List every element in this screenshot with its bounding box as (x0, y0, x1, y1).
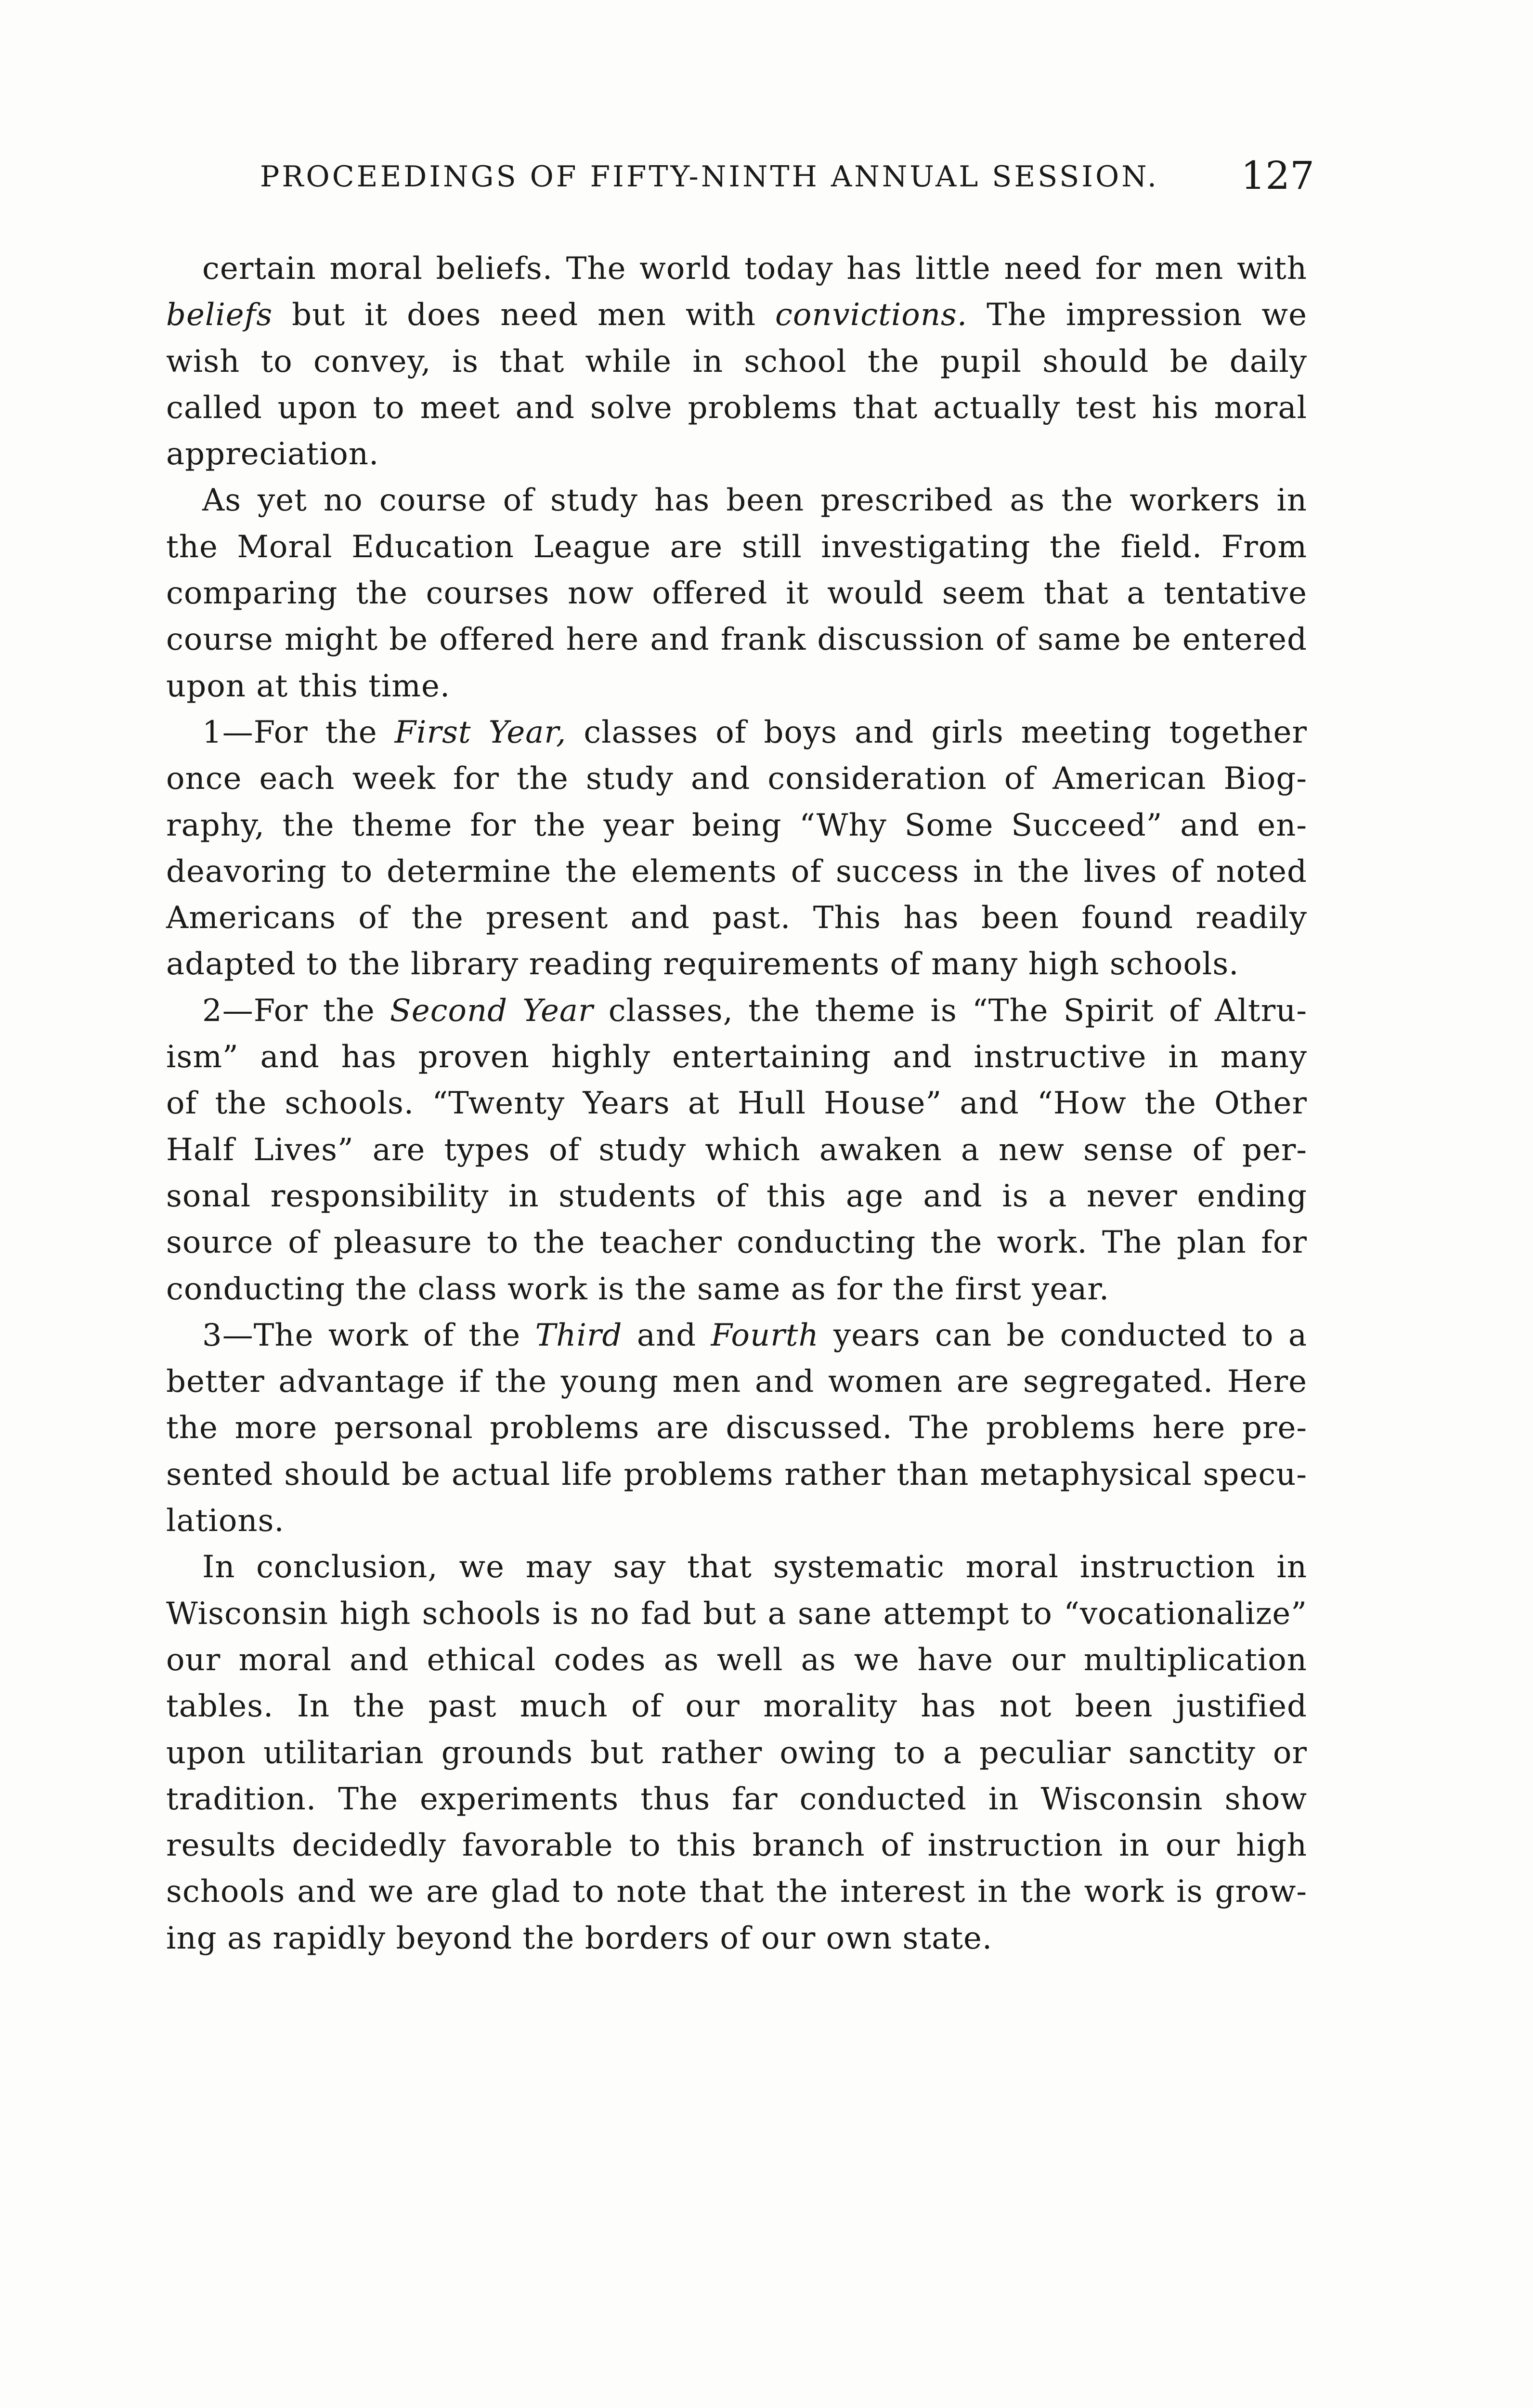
text-line (166, 988, 1307, 1034)
text-run: As yet no course of study has been prescribed as the workers in (202, 483, 1307, 519)
text-line (166, 1173, 1307, 1219)
text-line (166, 849, 1307, 895)
text-line (166, 1219, 1307, 1266)
text-line (166, 1915, 1307, 1962)
text-line (166, 756, 1307, 802)
text-line (166, 292, 1307, 338)
text-run: wish to convey, is that while in school the pupil should be daily (166, 343, 1307, 380)
paragraph (166, 709, 1307, 988)
text-line (166, 1312, 1307, 1359)
text-run: Wisconsin high schools is no fad but a sane attempt to “vocationalize” (166, 1596, 1307, 1632)
text-line (166, 941, 1307, 987)
text-run: sonal responsibility in students of this age and is a never ending (166, 1178, 1307, 1214)
text-run: adapted to the library reading requirements of many high schools. (166, 946, 1239, 982)
text-line (166, 1776, 1307, 1822)
text-run: lations. (166, 1503, 285, 1539)
text-line (166, 663, 1307, 709)
text-run: Americans of the present and past. This has been found readily (166, 900, 1307, 936)
text-line (166, 1730, 1307, 1776)
italic-text: First Year, (394, 714, 567, 750)
text-line (166, 339, 1307, 385)
text-run: certain moral beliefs. The world today has little need for men with (202, 251, 1307, 287)
text-line (166, 1869, 1307, 1915)
text-run: Half Lives” are types of study which awaken a new sense of per- (166, 1132, 1307, 1168)
text-run: called upon to meet and solve problems that actually test his moral (166, 390, 1307, 426)
running-title: PROCEEDINGS OF FIFTY-NINTH ANNUAL SESSION. (260, 160, 1159, 194)
text-run: 1—For the (202, 714, 395, 750)
text-line (166, 524, 1307, 570)
text-run: deavoring to determine the elements of success in the lives of noted (166, 853, 1307, 890)
text-run: sented should be actual life problems rather than metaphysical specu- (166, 1456, 1307, 1492)
text-run: classes of boys and girls meeting together (566, 714, 1308, 750)
text-line (166, 385, 1307, 431)
text-line (166, 1266, 1307, 1312)
text-line (166, 431, 1307, 477)
text-run: tradition. The experiments thus far conducted in Wisconsin show (166, 1781, 1307, 1817)
text-run: The impression we (967, 297, 1308, 333)
paragraph (166, 246, 1307, 477)
body-text (166, 246, 1307, 1962)
text-run: source of pleasure to the teacher conducting the work. The plan for (166, 1225, 1307, 1261)
text-run: once each week for the study and consideration of American Biog- (166, 761, 1307, 797)
text-line (166, 1683, 1307, 1729)
text-line (166, 1498, 1307, 1544)
text-run: upon at this time. (166, 668, 451, 704)
text-line (166, 1405, 1307, 1451)
text-line (166, 1544, 1307, 1590)
text-run: comparing the courses now offered it would seem that a tentative (166, 576, 1307, 612)
text-run: course might be offered here and frank discussion of same be entered (166, 622, 1307, 658)
text-run: raphy, the theme for the year being “Why Some Succeed” and en- (166, 807, 1307, 843)
text-run: years can be conducted to a (818, 1317, 1307, 1353)
text-line (166, 570, 1307, 616)
text-line (166, 1127, 1307, 1173)
text-line (166, 1637, 1307, 1683)
paragraph (166, 1544, 1307, 1962)
text-line (166, 895, 1307, 941)
text-line (166, 802, 1307, 849)
text-line (166, 1080, 1307, 1126)
text-run: In conclusion, we may say that systematic moral instruction in (202, 1549, 1307, 1585)
text-run: and (622, 1317, 711, 1353)
paragraph (166, 988, 1307, 1312)
text-run: but it does need men with (273, 297, 776, 333)
text-run: the more personal problems are discussed. The problems here pre- (166, 1410, 1307, 1446)
text-run: 3—The work of the (202, 1317, 535, 1353)
text-line (166, 1591, 1307, 1637)
text-run: results decidedly favorable to this branch of instruction in our high (166, 1828, 1307, 1864)
italic-text: Fourth (711, 1317, 819, 1353)
italic-text: Third (535, 1317, 623, 1353)
text-line (166, 616, 1307, 663)
text-run: ism” and has proven highly entertaining and instructive in many (166, 1039, 1307, 1075)
text-run: the Moral Education League are still investigating the field. From (166, 529, 1307, 565)
text-run: ing as rapidly beyond the borders of our own state. (166, 1920, 993, 1956)
page-number: 127 (1241, 153, 1314, 198)
text-run: tables. In the past much of our morality has not been justified (166, 1688, 1307, 1725)
text-line (166, 477, 1307, 523)
text-run: upon utilitarian grounds but rather owing to a peculiar sanctity or (166, 1735, 1307, 1771)
text-run: of the schools. “Twenty Years at Hull House” and “How the Other (166, 1086, 1307, 1122)
text-line (166, 1452, 1307, 1498)
italic-text: beliefs (166, 297, 273, 333)
text-run: conducting the class work is the same as for the first year. (166, 1271, 1110, 1307)
text-line (166, 709, 1307, 756)
italic-text: convictions. (775, 297, 968, 333)
running-head (260, 153, 1314, 206)
text-line (166, 1822, 1307, 1869)
text-run: classes, the theme is “The Spirit of Altru- (593, 993, 1308, 1029)
text-run: better advantage if the young men and women are segregated. Here (166, 1364, 1307, 1400)
paragraph (166, 1312, 1307, 1544)
italic-text: Second Year (390, 993, 594, 1029)
text-run: schools and we are glad to note that the interest in the work is grow- (166, 1874, 1307, 1910)
text-run: appreciation. (166, 436, 379, 472)
text-run: 2—For the (202, 993, 390, 1029)
text-run: our moral and ethical codes as well as we have our multiplication (166, 1642, 1307, 1678)
paragraph (166, 477, 1307, 709)
text-line (166, 1034, 1307, 1080)
text-line (166, 1359, 1307, 1405)
text-line (166, 246, 1307, 292)
